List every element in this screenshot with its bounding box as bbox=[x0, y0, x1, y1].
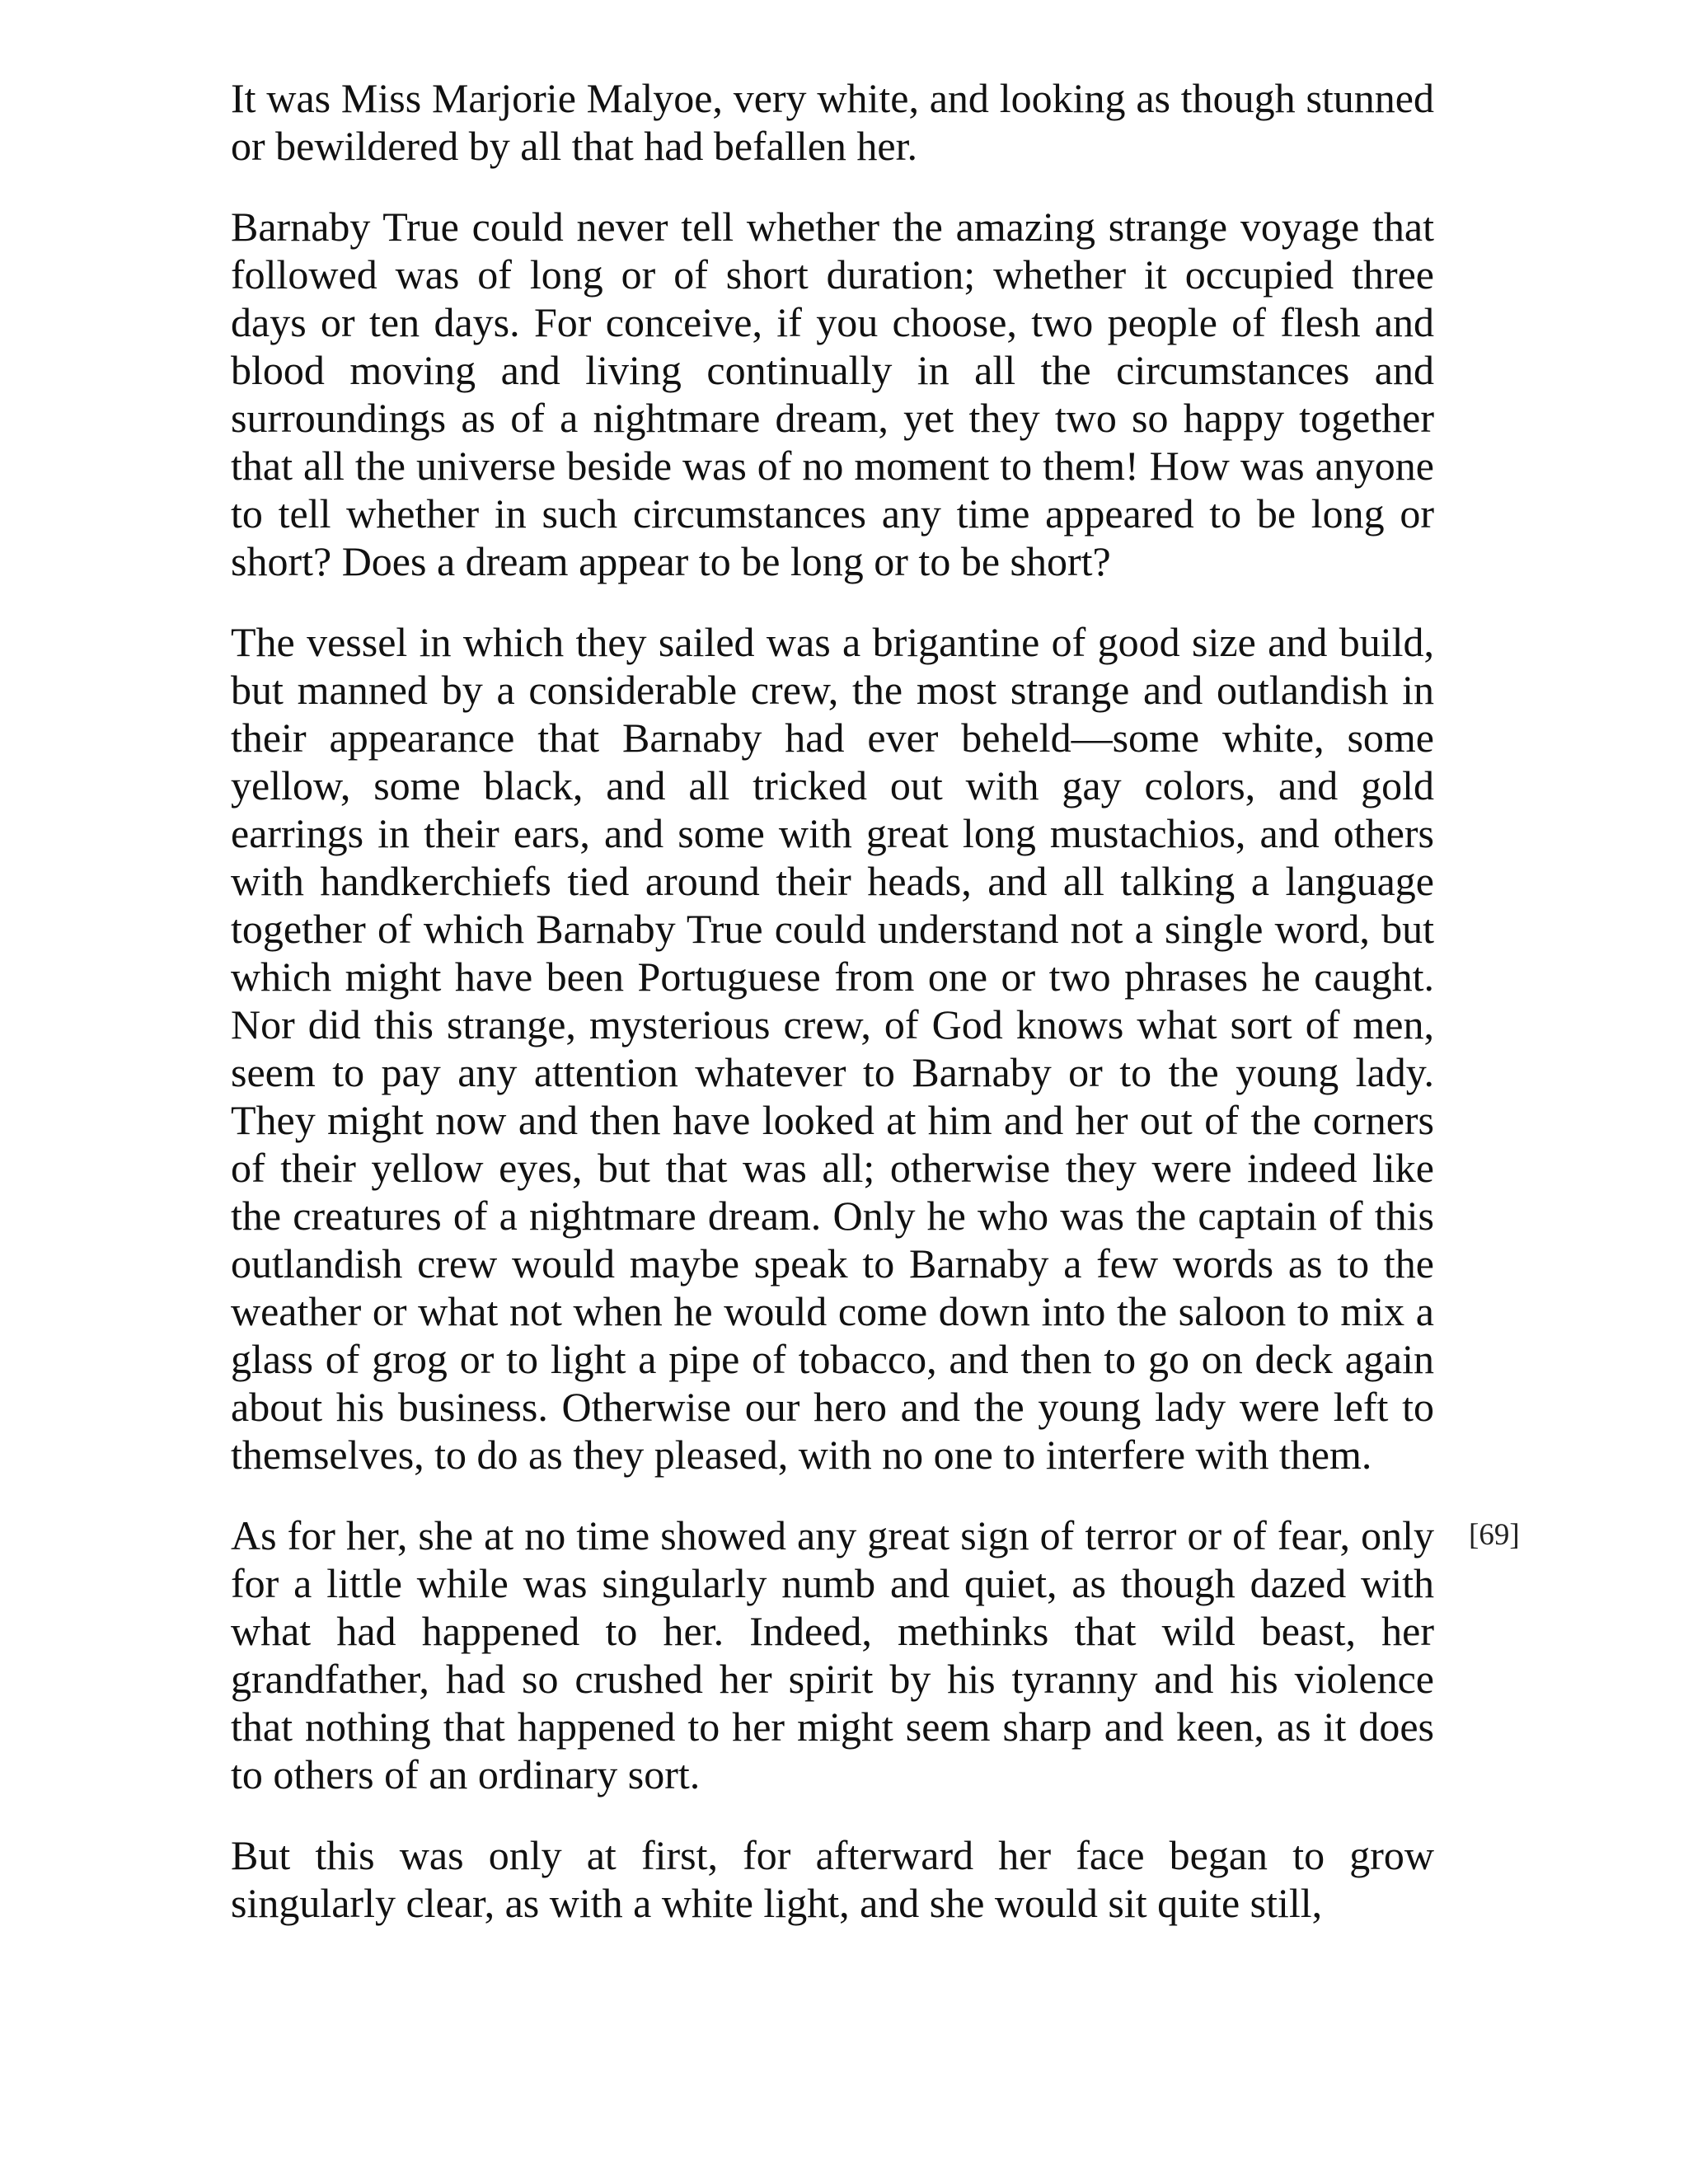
page-number: [69] bbox=[1469, 1518, 1520, 1552]
paragraph: As for her, she at no time showed any great sign of terror or of fear, only for a little while was singularly numb and quiet, as though dazed with what had happened to her. Indeed, methinks that wild beast, her grandfather, had so crushed her spirit by his tyranny and his violence that nothing that happened to her might seem sharp and keen, as it does to others of an ordinary sort. bbox=[231, 1512, 1434, 1797]
page-body bbox=[231, 74, 1434, 1960]
paragraph: It was Miss Marjorie Malyoe, very white, and looking as though stunned or bewildered by all that had befallen her. bbox=[231, 75, 1434, 169]
paragraph: The vessel in which they sailed was a brigantine of good size and build, but manned by a considerable crew, the most strange and outlandish in their appearance that Barnaby had ever beheld—some white, some yellow, some black, and all tricked out with gay colors, and gold earrings in their ears, and some with great long mustachios, and others with handkerchiefs tied around their heads, and all talking a language together of which Barnaby True could understand not a single word, but which might have been Portuguese from one or two phrases he caught. Nor did this strange, mysterious crew, of God knows what sort of men, seem to pay any attention whatever to Barnaby or to the young lady. They might now and then have looked at him and her out of the corners of their yellow eyes, but that was all; otherwise they were indeed like the creatures of a nightmare dream. Only he who was the captain of this outlandish crew would maybe speak to Barnaby a few words as to the weather or what not when he would come down into the saloon to mix a glass of grog or to light a pipe of tobacco, and then to go on deck again about his business. Otherwise our hero and the young lady were left to themselves, to do as they pleased, with no one to interfere with them. bbox=[231, 619, 1434, 1478]
paragraph: Barnaby True could never tell whether the amazing strange voyage that followed was of long or of short duration; whether it occupied three days or ten days. For conceive, if you choose, two people of flesh and blood moving and living continually in all the circumstances and surroundings as of a nightmare dream, yet they two so happy together that all the universe beside was of no moment to them! How was anyone to tell whether in such circumstances any time appeared to be long or short? Does a dream appear to be long or to be short? bbox=[231, 204, 1434, 584]
paragraph: But this was only at first, for afterward her face began to grow singularly clear, as with a white light, and she would sit quite still, bbox=[231, 1832, 1434, 1926]
